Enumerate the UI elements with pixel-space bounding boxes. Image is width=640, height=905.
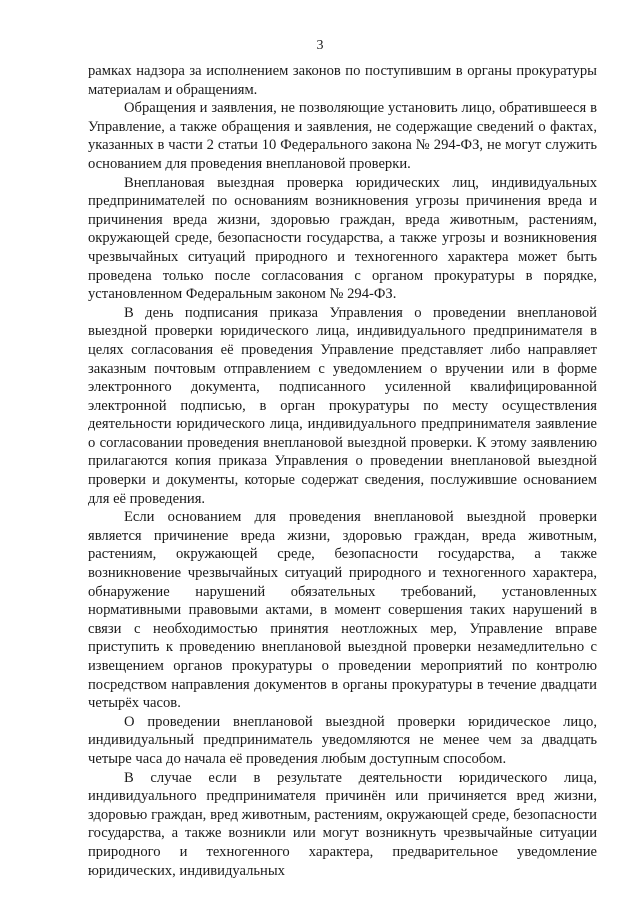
page-number: 3 — [316, 38, 324, 53]
paragraph-appeals-without-identity: Обращения и заявления, не позволяющие установить лицо, обратившееся в Управление, а также обращения и заявления, не содержащие сведений о фактах, указанных в части 2 статьи 10 Федерального закона № 294-ФЗ, не могут служить основанием для проведения внеплановой проверки. — [88, 100, 597, 172]
paragraph-order-signing-day: В день подписания приказа Управления о проведении внеплановой выездной проверки юридического лица, индивидуального предпринимателя в целях согласования её проведения Управление представляет либо направляет заказным почтовым отправлением с уведомлением о вручении или в форме электронного документа, подписанного усиленной квалифицированной электронной подписью, в орган прокуратуры по месту осуществления деятельности юридического лица, индивидуального предпринимателя заявление о согласовании проведения внеплановой выездной проверки. К этому заявлению прилагаются копия приказа Управления о проведении внеплановой выездной проверки и документы, которые содержат сведения, послужившие основанием для её проведения. — [88, 304, 597, 507]
paragraph-continuation: рамках надзора за исполнением законов по поступившим в органы прокуратуры материалам и обращениям. — [88, 63, 597, 98]
paragraph-immediate-inspection: Если основанием для проведения внеплановой выездной проверки является причинение вреда жизни, здоровью граждан, вреда животным, растениям, окружающей среде, безопасности государства, а также возникновение чрезвычайных ситуаций природного и техногенного характера, обнаружение нарушений обязательных требований, установленных нормативными правовыми актами, в момент совершения таких нарушений в связи с необходимостью принятия неотложных мер, Управление вправе приступить к проведению внеплановой выездной проверки незамедлительно с извещением органов прокуратуры о проведении мероприятий по контролю посредством направления документов в органы прокуратуры в течение двадцати четырёх часов. — [88, 509, 597, 712]
paragraph-notification-24h: О проведении внеплановой выездной проверки юридическое лицо, индивидуальный предприниматель уведомляются не менее чем за двадцать четыре часа до начала её проведения любым доступным способом. — [88, 713, 597, 767]
paragraph-harm-case: В случае если в результате деятельности юридического лица, индивидуального предпринимателя причинён или причиняется вред жизни, здоровью граждан, вред животным, растениям, окружающей среде, безопасности государства, а также возникли или могут возникнуть чрезвычайные ситуации природного и техногенного характера, предварительное уведомление юридических, индивидуальных — [88, 769, 597, 879]
document-body — [88, 62, 597, 880]
paragraph-unscheduled-inspection-approval: Внеплановая выездная проверка юридических лиц, индивидуальных предпринимателей по основаниям возникновения угрозы причинения вреда и причинения вреда жизни, здоровью граждан, вреда животным, растениям, окружающей среде, безопасности государства, а также угрозы и возникновения чрезвычайных ситуаций природного и техногенного характера может быть проведена только после согласования с органом прокуратуры в порядке, установленном Федеральным законом № 294-ФЗ. — [88, 174, 597, 303]
